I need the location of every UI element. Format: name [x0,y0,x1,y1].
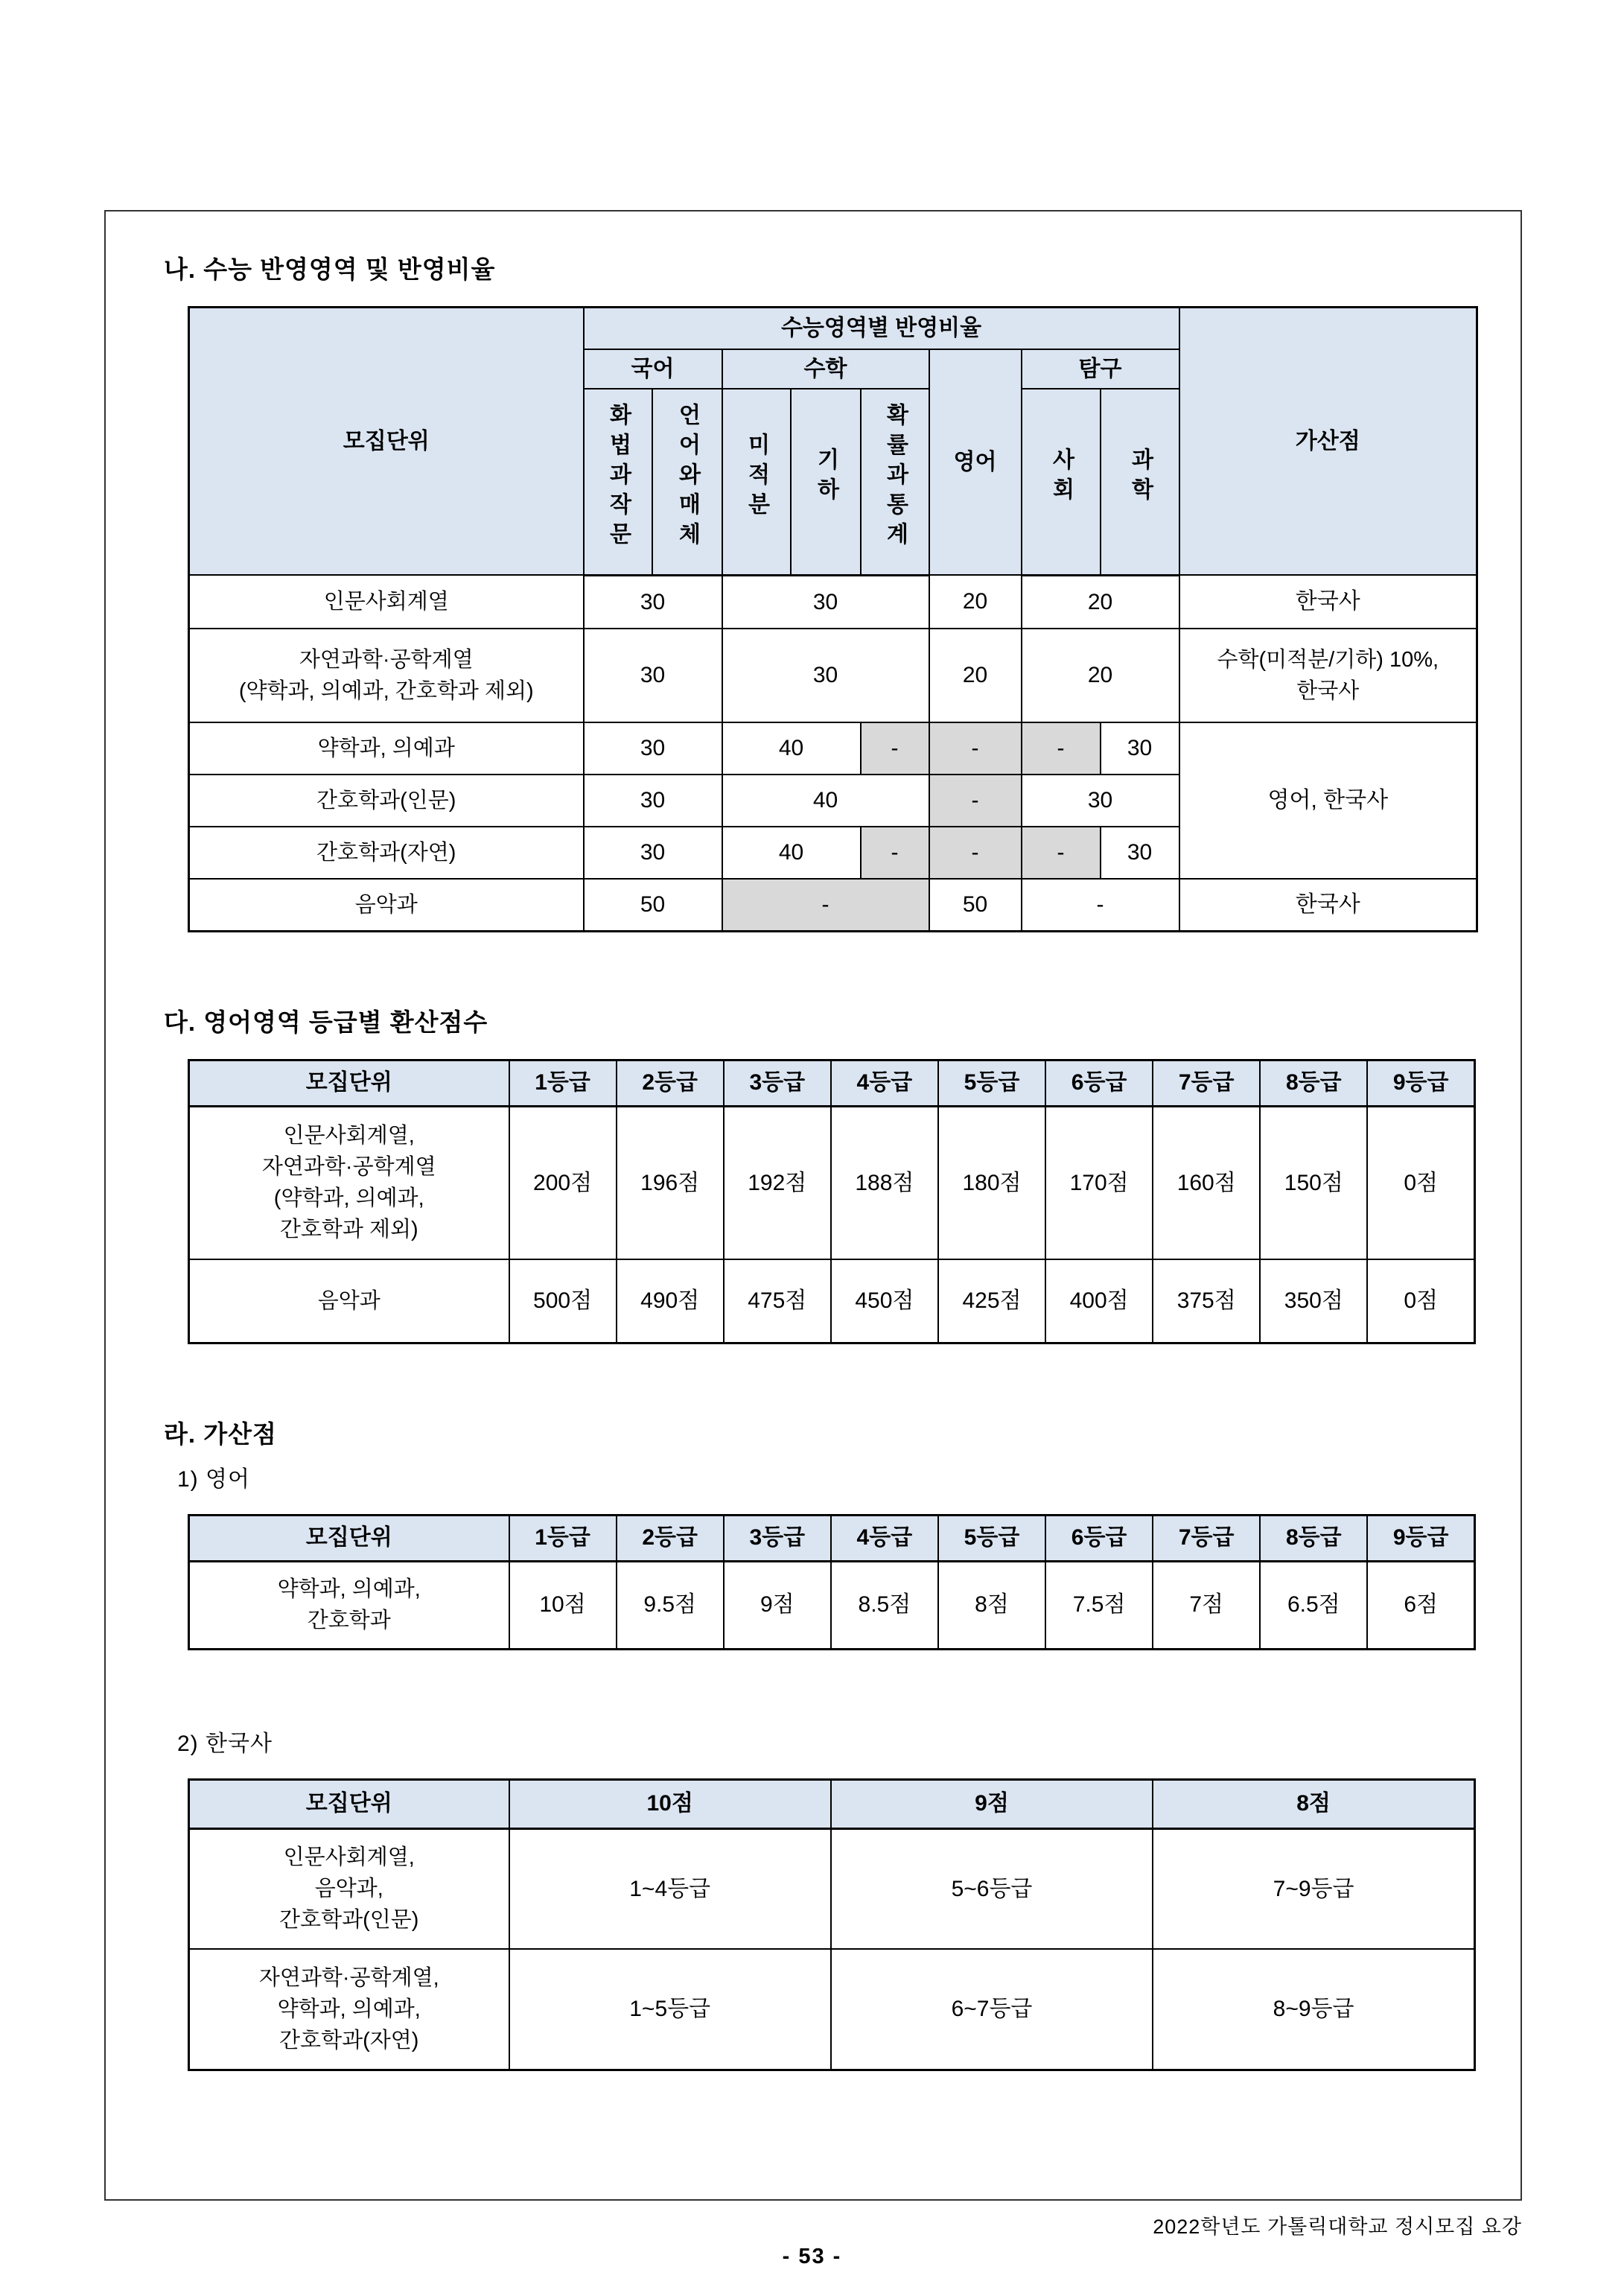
row-label: 음악과 [189,879,584,931]
header-8-points: 8점 [1153,1779,1474,1828]
gwahak-ratio: 30 [1101,827,1179,879]
header-tamgu: 탐구 [1022,349,1179,389]
header-mijeokbun [722,389,791,575]
score-cell: 490점 [617,1259,724,1343]
header-giha [791,389,861,575]
row-label-line: (약학과, 의예과, 간호학과 제외) [238,679,534,703]
header-grade-2: 2등급 [617,1515,724,1561]
kukeo-ratio: 30 [584,827,722,879]
excluded-hwakryul: - [861,827,929,879]
gasan-note: 한국사 [1179,575,1477,629]
table4-header-row [189,1779,1475,1828]
row-history-group-1 [189,1828,1475,1949]
suhak-migi-ratio: 40 [722,827,861,879]
header-grade-4: 4등급 [831,1515,938,1561]
gasan-note: 한국사 [1179,879,1477,931]
bonus-cell: 9.5점 [617,1561,724,1649]
header-grade-7: 7등급 [1153,1060,1260,1106]
row-label-line: 간호학과(자연) [279,2028,419,2052]
section-title-english-conversion: 다. 영어영역 등급별 환산점수 [164,1008,488,1036]
header-grade-8: 8등급 [1260,1060,1367,1106]
score-cell: 350점 [1260,1259,1367,1343]
header-grade-9: 9등급 [1367,1515,1474,1561]
tamgu-ratio: 20 [1022,629,1179,722]
row-label-line: 인문사회계열, [283,1124,415,1148]
score-cell: 196점 [617,1106,724,1259]
header-giha-label: 기하 [813,447,838,507]
english-conversion-table [188,1059,1476,1344]
header-kukeo: 국어 [584,349,722,389]
header-grade-7: 7등급 [1153,1515,1260,1561]
score-cell: 450점 [831,1259,938,1343]
row-label-line: 자연과학·공학계열 [261,1155,436,1180]
excluded-yeongeo: - [929,827,1022,879]
score-cell: 475점 [724,1259,831,1343]
score-cell: 400점 [1045,1259,1153,1343]
grade-range-cell: 1~5등급 [509,1949,831,2070]
table1-header-row-1 [189,308,1477,349]
row-jayeon-gonghak [189,629,1477,722]
kukeo-ratio: 30 [584,775,722,827]
row-label [189,1561,509,1649]
header-grade-9: 9등급 [1367,1060,1474,1106]
row-label [189,1106,509,1259]
suneung-ratio-table [188,306,1478,932]
header-9-points: 9점 [831,1779,1153,1828]
grade-range-cell: 6~7등급 [831,1949,1153,2070]
score-cell: 425점 [938,1259,1045,1343]
gasan-note-merged: 영어, 한국사 [1179,722,1477,879]
row-label-line: 인문사회계열, [283,1845,415,1870]
bonus-cell: 8.5점 [831,1561,938,1649]
tamgu-ratio: 20 [1022,575,1179,629]
header-grade-2: 2등급 [617,1060,724,1106]
bonus-cell: 6.5점 [1260,1561,1367,1649]
gasan-note [1179,629,1477,722]
row-yakhak-uiye [189,722,1477,775]
row-label: 약학과, 의예과 [189,722,584,775]
header-eoneo-maeche [652,389,722,575]
yeongeo-ratio: 50 [929,879,1022,931]
row-label-line: 약학과, 의예과, [277,1997,421,2021]
subtitle-bonus-history: 2) 한국사 [177,1731,273,1756]
header-grade-5: 5등급 [938,1515,1045,1561]
score-cell: 0점 [1367,1106,1474,1259]
row-label-line: 간호학과 [307,1609,391,1632]
header-grade-1: 1등급 [509,1060,617,1106]
header-hwakryul-tonggye [861,389,929,575]
suhak-ratio: 30 [722,629,929,722]
header-mijeokbun-label: 미적분 [744,432,769,522]
kukeo-ratio: 50 [584,879,722,931]
table3-header-row [189,1515,1475,1561]
row-label [189,1828,509,1949]
row-history-group-2 [189,1949,1475,2070]
excluded-hwakryul: - [861,722,929,775]
grade-range-cell: 7~9등급 [1153,1828,1474,1949]
bonus-cell: 9점 [724,1561,831,1649]
score-cell: 160점 [1153,1106,1260,1259]
header-mojip-danwi: 모집단위 [189,1060,509,1106]
excluded-sahoe: - [1022,827,1101,879]
header-mojip-danwi: 모집단위 [189,308,584,576]
suhak-ratio: 40 [722,775,929,827]
header-grade-6: 6등급 [1045,1515,1153,1561]
header-10-points: 10점 [509,1779,831,1828]
excluded-suhak: - [722,879,929,931]
gwahak-ratio: 30 [1101,722,1179,775]
header-mojip-danwi: 모집단위 [189,1515,509,1561]
row-label: 간호학과(자연) [189,827,584,879]
header-gwahak-label: 과학 [1127,447,1153,507]
header-hwakryul-tonggye-label: 확률과통계 [882,402,908,552]
kukeo-ratio: 30 [584,722,722,775]
header-grade-3: 3등급 [724,1060,831,1106]
header-hwabeop-jakmun [584,389,652,575]
grade-range-cell: 5~6등급 [831,1828,1153,1949]
score-cell: 375점 [1153,1259,1260,1343]
row-label-line: (약학과, 의예과, [273,1186,424,1211]
section-title-bonus: 라. 가산점 [164,1419,277,1448]
suhak-migi-ratio: 40 [722,722,861,775]
gasan-note-line: 수학(미적분/기하) 10%, [1217,647,1439,672]
bonus-cell: 10점 [509,1561,617,1649]
kukeo-ratio: 30 [584,629,722,722]
section-title-suneung-ratio: 나. 수능 반영영역 및 반영비율 [164,255,496,283]
header-sahoe-label: 사회 [1048,447,1074,507]
header-yeongeo: 영어 [929,349,1022,576]
row-label-line: 약학과, 의예과, [277,1577,421,1601]
header-mojip-danwi: 모집단위 [189,1779,509,1828]
korean-history-bonus-table [188,1778,1476,2071]
header-grade-3: 3등급 [724,1515,831,1561]
row-label: 인문사회계열 [189,575,584,629]
excluded-tamgu: - [1022,879,1179,931]
grade-range-cell: 1~4등급 [509,1828,831,1949]
row-label: 음악과 [189,1259,509,1343]
bonus-cell: 7.5점 [1045,1561,1153,1649]
row-label-line: 자연과학·공학계열, [258,1965,439,1990]
tamgu-ratio: 30 [1022,775,1179,827]
row-music-conversion [189,1259,1475,1343]
header-suhak: 수학 [722,349,929,389]
excluded-yeongeo: - [929,775,1022,827]
header-group-title: 수능영역별 반영비율 [584,308,1179,349]
row-inmun-sahoe [189,575,1477,629]
footer-doc-title: 2022학년도 가톨릭대학교 정시모집 요강 [1153,2216,1522,2238]
english-bonus-table [188,1514,1476,1650]
row-label-line: 자연과학·공학계열 [299,647,474,672]
header-grade-5: 5등급 [938,1060,1045,1106]
row-label-line: 간호학과 제외) [279,1218,418,1242]
header-eoneo-maeche-label: 언어와매체 [675,402,700,552]
excluded-sahoe: - [1022,722,1101,775]
score-cell: 192점 [724,1106,831,1259]
score-cell: 200점 [509,1106,617,1259]
row-label: 간호학과(인문) [189,775,584,827]
score-cell: 150점 [1260,1106,1367,1259]
bonus-cell: 6점 [1367,1561,1474,1649]
score-cell: 170점 [1045,1106,1153,1259]
bonus-cell: 8점 [938,1561,1045,1649]
suhak-ratio: 30 [722,575,929,629]
gasan-note-line: 한국사 [1296,679,1360,703]
row-label-line: 음악과, [314,1877,383,1901]
score-cell: 188점 [831,1106,938,1259]
score-cell: 500점 [509,1259,617,1343]
header-gwahak [1101,389,1179,575]
row-label [189,1949,509,2070]
yeongeo-ratio: 20 [929,575,1022,629]
header-grade-6: 6등급 [1045,1060,1153,1106]
subtitle-bonus-english: 1) 영어 [177,1466,250,1492]
score-cell: 180점 [938,1106,1045,1259]
row-general-conversion [189,1106,1475,1259]
header-hwabeop-jakmun-label: 화법과작문 [605,402,631,552]
header-grade-4: 4등급 [831,1060,938,1106]
grade-range-cell: 8~9등급 [1153,1949,1474,2070]
kukeo-ratio: 30 [584,575,722,629]
row-eumak [189,879,1477,931]
header-grade-8: 8등급 [1260,1515,1367,1561]
excluded-yeongeo: - [929,722,1022,775]
row-english-bonus [189,1561,1475,1649]
header-gasanjeom: 가산점 [1179,308,1477,576]
page-border-frame [104,210,1522,2201]
yeongeo-ratio: 20 [929,629,1022,722]
header-sahoe [1022,389,1101,575]
row-label-line: 간호학과(인문) [279,1908,419,1933]
bonus-cell: 7점 [1153,1561,1260,1649]
row-label [189,629,584,722]
table2-header-row [189,1060,1475,1106]
footer-page-number: - 53 - [782,2245,842,2268]
header-grade-1: 1등급 [509,1515,617,1561]
score-cell: 0점 [1367,1259,1474,1343]
